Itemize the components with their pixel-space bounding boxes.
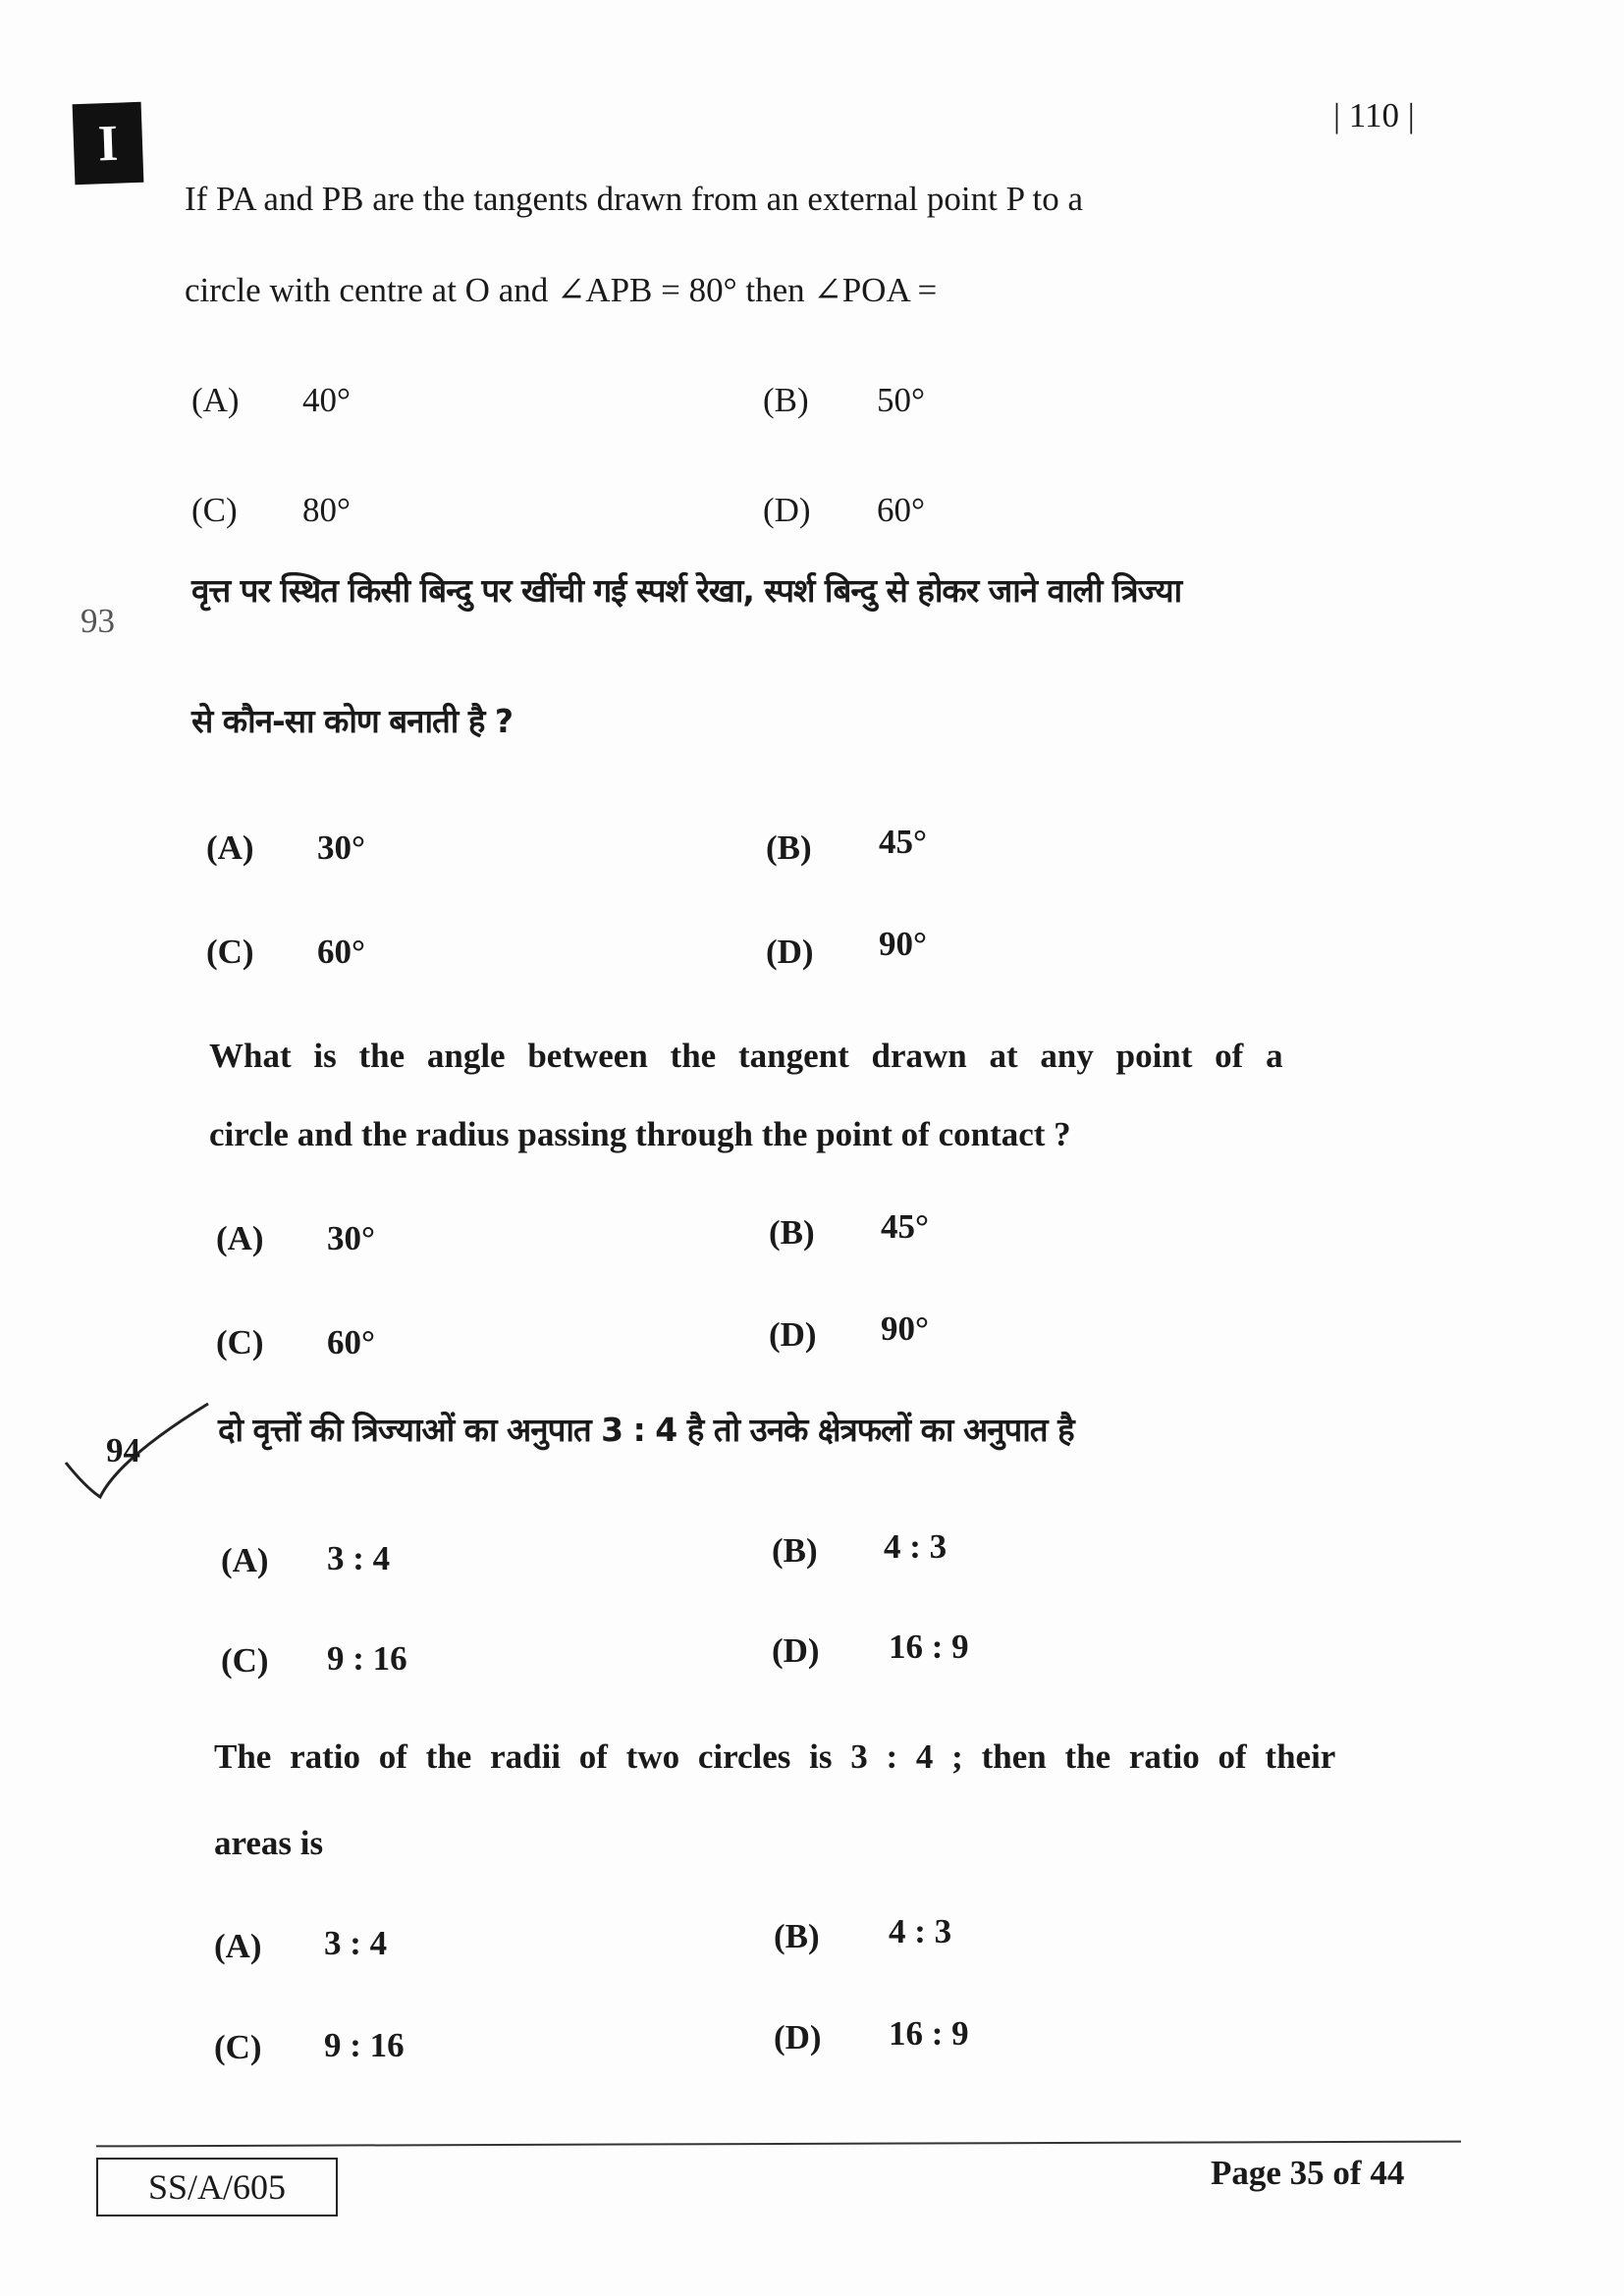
q94-english-line1: The ratio of the radii of two circles is 3 : 4 ; then the ratio of their <box>214 1737 1336 1776</box>
option-label: (C) <box>206 933 254 971</box>
option-label: (D) <box>774 2018 822 2056</box>
option-value: 90° <box>881 1309 929 1348</box>
option-value: 9 : 16 <box>324 2026 405 2064</box>
option-value: 80° <box>302 491 351 529</box>
option-value: 45° <box>881 1207 929 1246</box>
option-label: (C) <box>214 2028 262 2066</box>
option-value: 3 : 4 <box>324 1924 388 1962</box>
option-value: 50° <box>877 381 925 419</box>
option-label: (C) <box>221 1641 269 1680</box>
option-value: 4 : 3 <box>889 1912 952 1950</box>
option-value: 60° <box>327 1323 375 1362</box>
q92-text-line2: circle with centre at O and ∠APB = 80° then ∠POA = <box>185 271 938 309</box>
option-label: (A) <box>221 1541 269 1579</box>
option-label: (C) <box>191 491 238 529</box>
option-value: 16 : 9 <box>889 1628 969 1666</box>
option-label: (B) <box>769 1213 815 1252</box>
option-value: 30° <box>317 828 365 867</box>
option-label: (D) <box>769 1315 817 1354</box>
q93-english-line2: circle and the radius passing through the point of contact ? <box>209 1115 1071 1153</box>
q93-hindi-line2: से कौन-सा कोण बनाती है ? <box>191 702 513 740</box>
option-label: (A) <box>216 1219 264 1257</box>
option-label: (B) <box>763 381 809 419</box>
q93-hindi-line1: वृत्त पर स्थित किसी बिन्दु पर खींची गई स्पर्श रेखा, स्पर्श बिन्दु से होकर जाने वाली त्रिज्या <box>191 571 1182 610</box>
option-value: 60° <box>877 491 925 529</box>
option-value: 9 : 16 <box>327 1639 407 1678</box>
option-value: 4 : 3 <box>884 1527 947 1566</box>
q93-english-line1: What is the angle between the tangent drawn at any point of a <box>209 1037 1283 1075</box>
option-value: 45° <box>879 823 927 861</box>
footer-divider <box>96 2141 1461 2148</box>
page-index: | 110 | <box>1333 96 1415 134</box>
option-label: (D) <box>763 491 811 529</box>
option-label: (A) <box>206 828 254 867</box>
section-badge: I <box>73 102 144 185</box>
option-label: (C) <box>216 1323 264 1362</box>
option-label: (A) <box>191 381 240 419</box>
option-value: 90° <box>879 925 927 963</box>
paper-code: SS/A/605 <box>96 2158 338 2216</box>
option-value: 30° <box>327 1219 375 1257</box>
question-number: 93 <box>81 602 115 640</box>
q94-english-line2: areas is <box>214 1824 324 1862</box>
option-value: 60° <box>317 933 365 971</box>
option-value: 3 : 4 <box>327 1539 391 1577</box>
option-label: (D) <box>772 1631 820 1670</box>
page-number: Page 35 of 44 <box>1211 2154 1405 2192</box>
option-label: (A) <box>214 1927 262 1965</box>
option-label: (B) <box>766 828 812 867</box>
checkmark-icon <box>61 1399 228 1507</box>
q92-text-line1: If PA and PB are the tangents drawn from an external point P to a <box>185 180 1083 218</box>
option-label: (D) <box>766 933 814 971</box>
option-value: 40° <box>302 381 351 419</box>
option-label: (B) <box>774 1917 820 1955</box>
question-number: 94 <box>106 1431 140 1469</box>
option-value: 16 : 9 <box>889 2014 969 2053</box>
q94-hindi-line1: दो वृत्तों की त्रिज्याओं का अनुपात 3 : 4 है तो उनके क्षेत्रफलों का अनुपात है <box>218 1411 1074 1449</box>
option-label: (B) <box>772 1531 818 1570</box>
